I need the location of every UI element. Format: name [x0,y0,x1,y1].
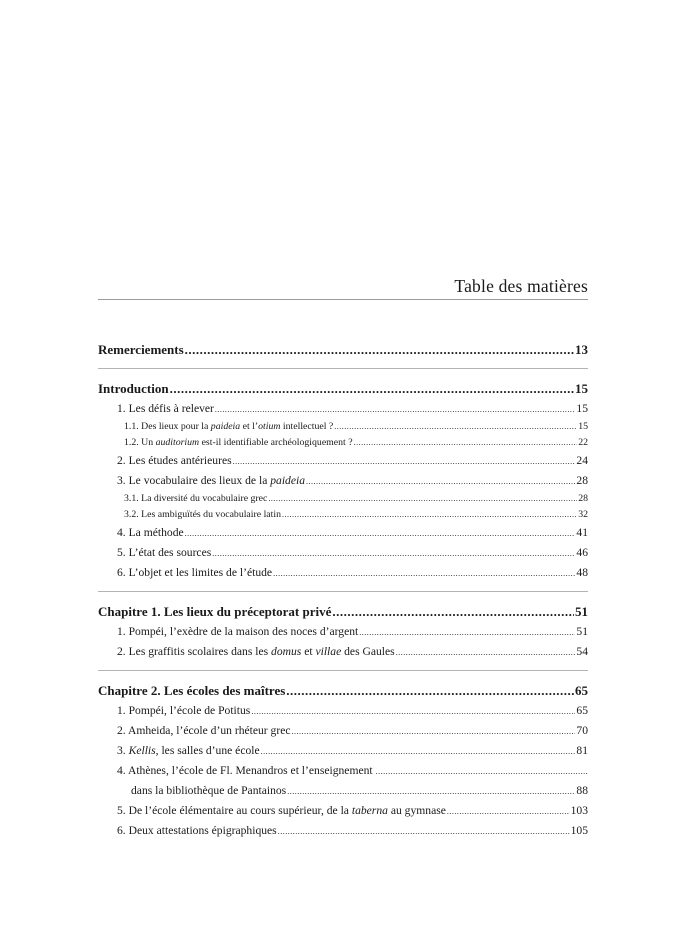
toc-page-number: 46 [576,546,588,559]
toc-page-number: 54 [576,645,588,658]
toc-page-number: 103 [570,804,588,817]
toc-entry-label: 6. Deux attestations épigraphiques [117,824,277,837]
toc-entry-label: Chapitre 2. Les écoles des maîtres [98,683,286,698]
toc-entry-kellis[interactable] [98,741,588,761]
toc-entry-label: 2. Les études antérieures [117,454,232,467]
toc-entry-label: 6. L’objet et les limites de l’étude [117,566,273,579]
toc-entry-chapitre-2[interactable] [98,681,588,701]
toc-entry-objet-limites[interactable] [98,563,588,583]
toc-entry-label: Remerciements [98,342,184,357]
toc-page-number: 51 [576,625,588,638]
toc-page-number: 88 [576,784,588,797]
toc-entry-label: Chapitre 1. Les lieux du préceptorat privé [98,604,332,619]
toc-entry-amheida[interactable] [98,721,588,741]
toc-entry-label: 4. Athènes, l’école de Fl. Menandros et l’enseignement [117,764,373,777]
toc-page-number: 13 [575,342,588,357]
dot-leader [286,681,574,701]
toc-entry-label: 5. De l’école élémentaire au cours supérieur, de la taberna au gymnase [117,804,446,817]
toc-page-number: 32 [578,509,588,520]
dot-leader [282,507,577,523]
toc-entry-label: 1. Pompéi, l’école de Potitus [117,704,251,717]
toc-page-number: 41 [576,526,588,539]
toc-entry-label: 4. La méthode [117,526,184,539]
toc-entry-methode[interactable] [98,523,588,543]
toc-entry-label: 1.2. Un auditorium est-il identifiable archéologiquement ? [124,437,353,448]
toc-entry-remerciements[interactable] [98,340,588,360]
toc-entry-label: 2. Les graffitis scolaires dans les domus et villae des Gaules [117,645,395,658]
toc-page-number: 15 [575,381,588,396]
toc-entry-label: 1. Pompéi, l’exèdre de la maison des noces d’argent [117,625,359,638]
dot-leader [170,379,574,399]
toc-entry-etat-sources[interactable] [98,543,588,563]
dot-leader [332,602,574,622]
toc-page-number: 51 [575,604,588,619]
dot-leader [212,544,575,563]
toc-entry-label: 3.1. La diversité du vocabulaire grec [124,493,268,504]
dot-leader [185,524,576,543]
toc-page-number: 22 [578,437,588,448]
toc-entry-vocabulaire-grec[interactable] [98,491,588,507]
toc-entry-athenes[interactable] [98,761,588,801]
dot-leader [447,802,570,821]
toc-entry-label: Introduction [98,381,169,396]
toc-page-number: 28 [578,493,588,504]
dot-leader [261,742,576,761]
toc-entry-pompei-potitus[interactable] [98,701,588,721]
toc-page-number: 48 [576,566,588,579]
toc-entry-ecole-elementaire[interactable] [98,801,588,821]
toc-entry-label: 3. Kellis, les salles d’une école [117,744,260,757]
toc-entry-label: 1.1. Des lieux pour la paideia et l’otium intellectuel ? [124,421,334,432]
dot-leader [268,491,577,507]
toc-page-number: 65 [576,704,588,717]
dot-leader [278,822,570,841]
toc-section-remerciements [98,336,588,369]
dot-leader [376,762,588,781]
toc-entry-label: 3. Le vocabulaire des lieux de la paideia [117,474,306,487]
dot-leader [251,702,575,721]
toc-page-number: 70 [576,724,588,737]
dot-leader [273,564,575,583]
toc-section-introduction [98,375,588,592]
dot-leader [334,419,577,435]
toc-entry-graffitis[interactable] [98,642,588,662]
toc-entry-label: 1. Les défis à relever [117,402,214,415]
toc-page-number: 15 [576,402,588,415]
dot-leader [292,722,576,741]
dot-leader [287,782,575,801]
title-rule [98,299,588,300]
toc-page-number: 65 [575,683,588,698]
toc-page-number: 105 [570,824,588,837]
toc-page-number: 24 [576,454,588,467]
toc-entry-pompei-exedre[interactable] [98,622,588,642]
toc-page-number: 15 [578,421,588,432]
dot-leader [233,452,576,471]
dot-leader [354,435,578,451]
toc-entry-attestations[interactable] [98,821,588,841]
toc-entry-vocabulaire-latin[interactable] [98,507,588,523]
dot-leader [215,400,576,419]
toc-entry-etudes-anterieures[interactable] [98,451,588,471]
table-of-contents [98,336,588,855]
dot-leader [359,623,575,642]
dot-leader [306,472,575,491]
dot-leader [185,340,574,360]
toc-entry-introduction[interactable] [98,379,588,399]
toc-page-number: 81 [576,744,588,757]
toc-entry-label: 5. L’état des sources [117,546,212,559]
toc-entry-label: 2. Amheida, l’école d’un rhéteur grec [117,724,291,737]
toc-entry-chapitre-1[interactable] [98,602,588,622]
page-title: Table des matières [454,276,588,296]
toc-page-number: 28 [576,474,588,487]
dot-leader [396,643,576,662]
toc-section-chapitre-2 [98,677,588,849]
toc-section-chapitre-1 [98,598,588,671]
toc-entry-label: 3.2. Les ambiguïtés du vocabulaire latin [124,509,281,520]
toc-entry-label-continued: dans la bibliothèque de Pantainos [131,784,287,797]
toc-entry-defis[interactable] [98,399,588,419]
toc-entry-vocabulaire[interactable] [98,471,588,491]
toc-entry-auditorium[interactable] [98,435,588,451]
toc-entry-lieux-paideia[interactable] [98,419,588,435]
